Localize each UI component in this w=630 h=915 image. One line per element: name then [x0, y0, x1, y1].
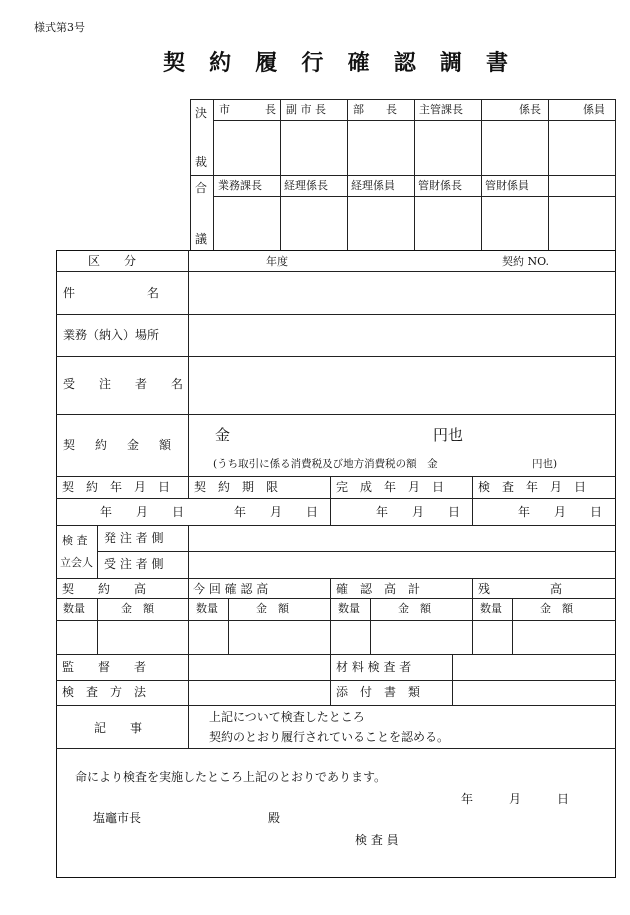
completion-date-value[interactable]: 年 月 日 [376, 505, 461, 519]
completion-date-label: 完 成 年 月 日 [336, 480, 445, 494]
attachments-field[interactable] [453, 681, 615, 705]
remarks-label: 記 事 [94, 721, 143, 735]
supervisor-field[interactable] [189, 655, 329, 680]
approver-staff: 係員 [583, 103, 605, 116]
aigi-business-chief: 業務課長 [218, 179, 262, 192]
remarks-line-2: 契約のとおり履行されていることを認める。 [209, 730, 450, 744]
attachments-label: 添 付 書 類 [336, 685, 421, 699]
title-char: 調 [439, 50, 462, 76]
approver-mayor: 市 長 [219, 103, 276, 116]
report-date[interactable]: 年 月 日 [461, 792, 570, 806]
title-char: 書 [485, 50, 508, 76]
contract-amount-label: 契 約 金 額 [63, 438, 176, 452]
aigi-accounting-staff: 経理係員 [351, 179, 395, 192]
witness-label-bottom: 立会人 [60, 556, 93, 569]
amount-prefix: 金 [215, 426, 231, 444]
approver-vice-mayor: 副 市 長 [286, 103, 326, 116]
inspection-date-label: 検 査 年 月 日 [478, 480, 587, 494]
orderer-side-label: 発 注 者 側 [104, 531, 164, 545]
subject-field[interactable] [189, 272, 615, 314]
contract-term-label: 契 約 期 限 [194, 480, 279, 494]
location-label: 業務（納入）場所 [63, 328, 160, 342]
aigi-property-staff: 管財係員 [485, 179, 529, 192]
title-char: 認 [393, 50, 416, 76]
inspection-method-label: 検 査 方 法 [62, 685, 147, 699]
amount-header: 金 額 [540, 602, 573, 615]
aigi-label-top: 合 [195, 181, 208, 195]
title-char: 約 [209, 50, 232, 76]
supervisor-label: 監 督 者 [62, 660, 147, 674]
contractor-side-label: 受 注 者 側 [104, 557, 164, 571]
contract-date-label: 契 約 年 月 日 [62, 480, 171, 494]
remaining-header: 残 高 [478, 582, 563, 596]
honorific-dono: 殿 [268, 811, 281, 825]
tax-note: (うち取引に係る消費税及び地方消費税の額 金 [213, 458, 438, 470]
orderer-side-field[interactable] [189, 526, 615, 551]
contractor-field[interactable] [189, 357, 615, 414]
qty-header: 数量 [338, 602, 360, 615]
inspection-statement: 命により検査を実施したところ上記のとおりであります。 [75, 770, 387, 784]
qty-header: 数量 [196, 602, 218, 615]
current-confirmed-header: 今 回 確 認 高 [193, 582, 269, 596]
nendo-label: 年度 [266, 255, 288, 268]
kubun-label: 区 分 [88, 254, 137, 268]
total-confirmed-header: 確 認 高 計 [336, 582, 421, 596]
title-char: 履 [255, 50, 278, 76]
tax-note-unit: 円也) [532, 458, 558, 470]
contractor-side-field[interactable] [189, 552, 615, 578]
witness-label-top: 検 査 [62, 534, 88, 547]
subject-label: 件 名 [63, 286, 160, 300]
amount-suffix: 円也 [433, 426, 464, 444]
location-field[interactable] [189, 315, 615, 356]
contract-no-label: 契約 NO. [502, 255, 549, 268]
amount-header: 金 額 [256, 602, 289, 615]
contract-amount-header: 契 約 高 [62, 582, 147, 596]
approver-subsection-chief: 係長 [519, 103, 541, 116]
approver-section-chief: 主管課長 [419, 103, 463, 116]
contractor-label: 受 注 者 名 [63, 377, 190, 391]
amount-header: 金 額 [398, 602, 431, 615]
title-char: 契 [163, 50, 186, 76]
aigi-label-bottom: 議 [195, 232, 208, 246]
contract-date-value[interactable]: 年 月 日 [100, 505, 185, 519]
kessai-label-bottom: 裁 [195, 155, 208, 169]
inspection-method-field[interactable] [189, 681, 329, 705]
qty-header: 数量 [480, 602, 502, 615]
form-title [163, 46, 508, 76]
title-char: 行 [301, 50, 324, 76]
inspector-label: 検 査 員 [355, 833, 399, 847]
form-number: 様式第3号 [34, 21, 85, 34]
material-inspector-field[interactable] [453, 655, 615, 680]
amount-header: 金 額 [121, 602, 154, 615]
kessai-label-top: 決 [195, 106, 208, 120]
aigi-accounting-chief: 経理係長 [284, 179, 328, 192]
qty-header: 数量 [63, 602, 85, 615]
aigi-property-chief: 管財係長 [418, 179, 462, 192]
material-inspector-label: 材 料 検 査 者 [336, 660, 412, 674]
addressee: 塩竈市長 [93, 811, 142, 825]
contract-term-value[interactable]: 年 月 日 [234, 505, 319, 519]
approver-director: 部 長 [353, 103, 397, 116]
inspection-date-value[interactable]: 年 月 日 [518, 505, 603, 519]
title-char: 確 [347, 50, 370, 76]
remarks-line-1: 上記について検査したところ [209, 710, 365, 724]
